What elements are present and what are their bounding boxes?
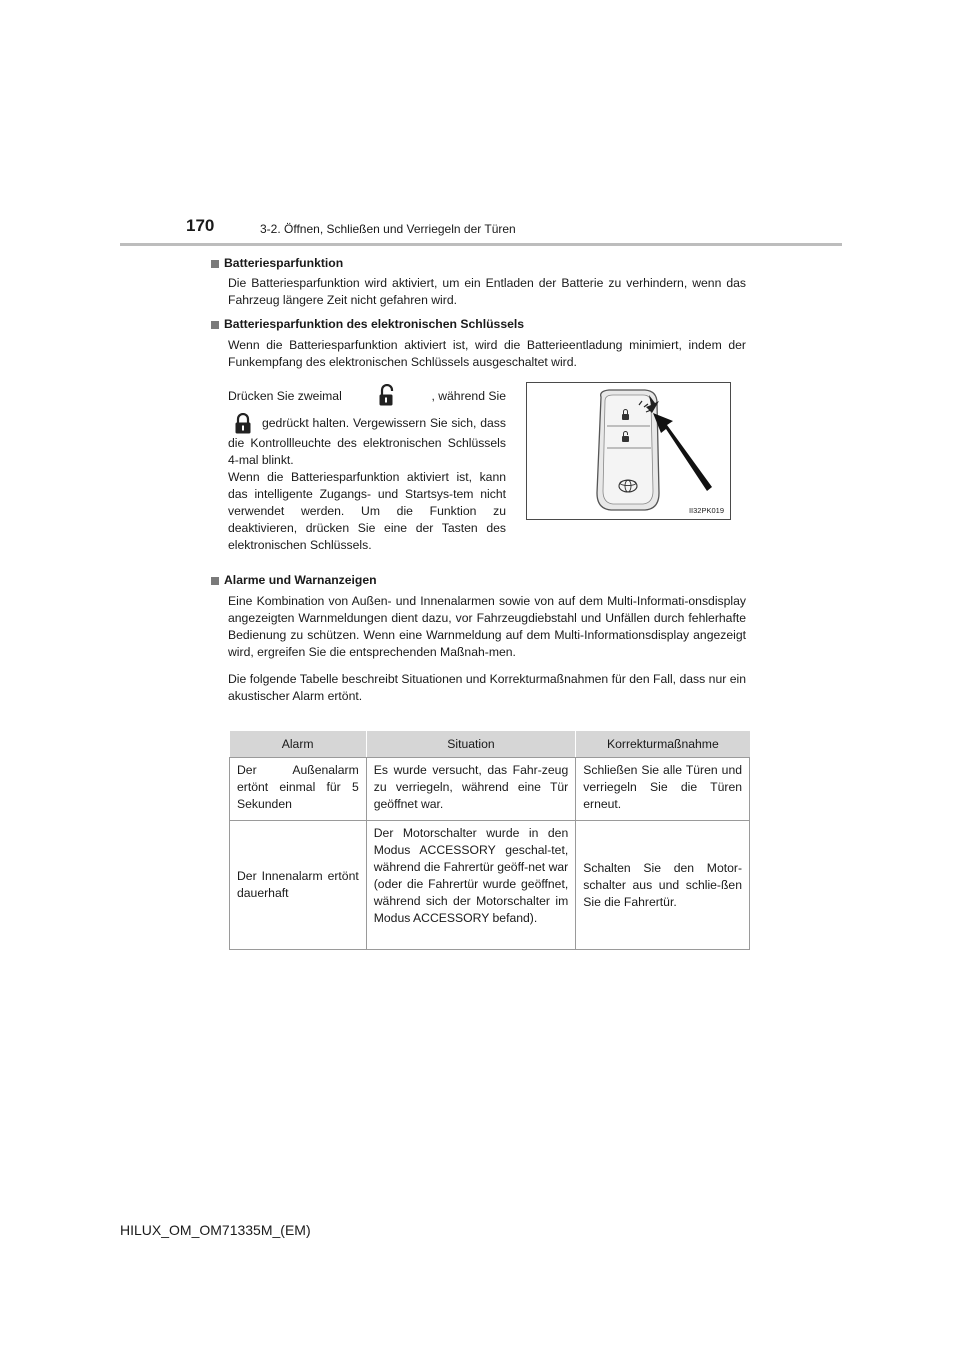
figure-code: II32PK019 — [688, 506, 724, 515]
section-paragraph: Wenn die Batteriesparfunktion aktiviert ist, wird die Batterieentladung minimiert, indem der Funkempfang des elektronischen Schlüssels ausgeschaltet wird. — [228, 338, 746, 369]
section-key-battery-saving — [211, 316, 746, 371]
header-divider — [120, 243, 842, 246]
bullet-square-icon — [211, 321, 219, 329]
section-title-text: Batteriesparfunktion — [224, 256, 344, 270]
table-cell-situation: Der Motorschalter wurde in den Modus ACCESSORY geschal-tet, während die Fahrertür geöff-net war (oder die Fahrertür wurde geöffnet, während sich der Motorschalter im Modus ACCESSORY befand). — [366, 821, 575, 950]
table-header: Situation — [366, 731, 575, 758]
table-row — [230, 758, 750, 821]
bullet-square-icon — [211, 577, 219, 585]
section-paragraph: Die folgende Tabelle beschreibt Situationen und Korrekturmaßnahmen für den Fall, dass nur ein akustischer Alarm ertönt. — [228, 672, 746, 703]
page-number: 170 — [186, 216, 215, 235]
alarm-table — [229, 731, 750, 950]
table-header: Korrekturmaßnahme — [576, 731, 750, 758]
unlock-icon — [378, 384, 396, 408]
table-cell-action: Schalten Sie den Motor-schalter aus und schlie-ßen Sie die Fahrertür. — [576, 821, 750, 950]
instruction-text-1: Drücken Sie zweimal — [228, 388, 342, 403]
document-id: HILUX_OM_OM71335M_(EM) — [120, 1222, 311, 1238]
instruction-block — [228, 383, 506, 554]
table-row — [230, 821, 750, 950]
table-cell-alarm: Der Außenalarm ertönt einmal für 5 Sekunden — [230, 758, 367, 821]
table-cell-alarm: Der Innenalarm ertönt dauerhaft — [230, 821, 367, 950]
smart-key-illustration — [527, 383, 730, 519]
instruction-text-2: , während Sie — [431, 388, 506, 403]
section-alarms — [211, 572, 746, 705]
table-cell-action: Schließen Sie alle Türen und verriegeln Sie die Türen erneut. — [576, 758, 750, 821]
section-title-text: Alarme und Warnanzeigen — [224, 573, 377, 587]
key-figure — [526, 382, 731, 520]
section-battery-saving — [211, 255, 746, 309]
section-title — [211, 572, 746, 589]
section-title-text: Batteriesparfunktion des elektronischen Schlüssels — [224, 317, 525, 331]
lock-icon — [234, 413, 252, 435]
section-title — [211, 255, 746, 272]
table-header: Alarm — [230, 731, 367, 758]
section-title — [211, 316, 746, 333]
chapter-title: 3-2. Öffnen, Schließen und Verriegeln der Türen — [260, 222, 516, 236]
bullet-square-icon — [211, 260, 219, 268]
section-paragraph: Eine Kombination von Außen- und Innenalarmen sowie von auf dem Multi-Informati-onsdisplay angezeigten Warnmeldungen dient dazu, vor Fahrzeugdiebstahl und Unfällen durch fehlerhafte Bedienung zu schützen. Wenn eine Warnmeldung auf dem Multi-Informationsdisplay angezeigt wird, ergreifen Sie die entsprechenden Maßnah-men. — [228, 594, 746, 659]
section-paragraph: Die Batteriesparfunktion wird aktiviert, um ein Entladen der Batterie zu verhindern, wenn das Fahrzeug längere Zeit nicht gefahren wird. — [228, 276, 746, 307]
instruction-text-4: Wenn die Batteriesparfunktion aktiviert ist, kann das intelligente Zugangs- und Startsys-tem nicht verwendet werden. Um die Funktion zu deaktivieren, drücken Sie eine der Tasten des elektronischen Schlüssels. — [228, 470, 506, 552]
table-cell-situation: Es wurde versucht, das Fahr-zeug zu verriegeln, während eine Tür geöffnet war. — [366, 758, 575, 821]
table-header-row — [230, 731, 750, 758]
instruction-text-3: gedrückt halten. Vergewissern Sie sich, dass die Kontrollleuchte des elektronischen Schlüssels 4-mal blinkt. — [228, 416, 506, 467]
